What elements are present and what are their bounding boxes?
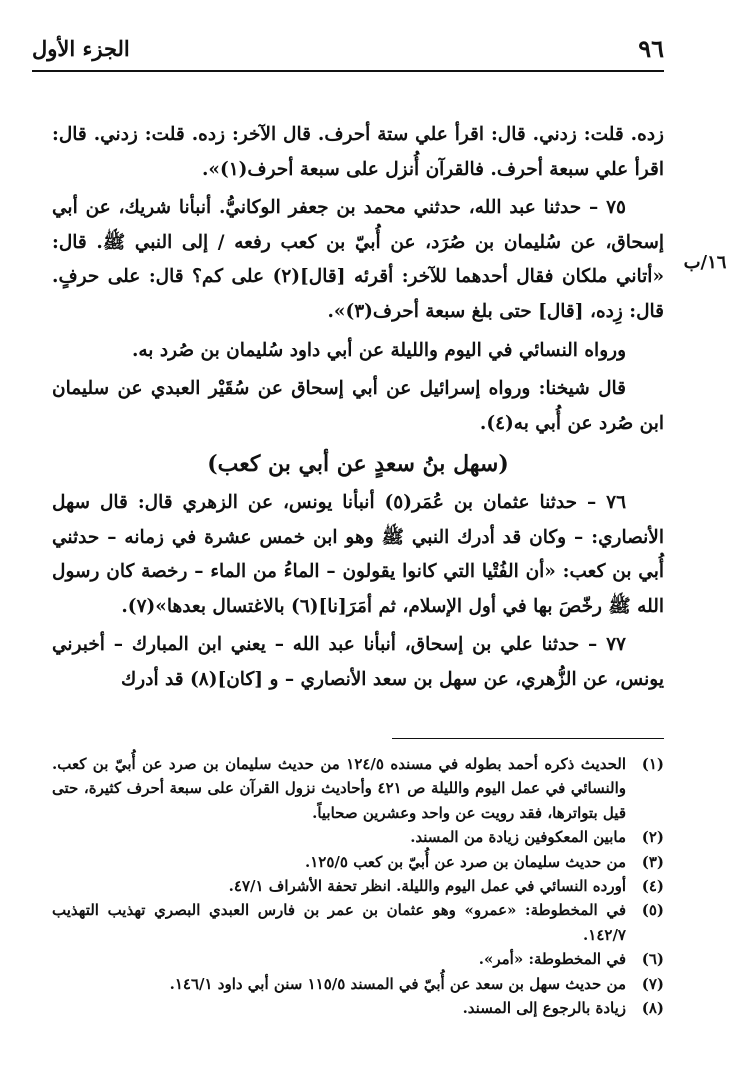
footnote-text: من حديث سليمان بن صرد عن أُبيّ بن كعب ١٢٥/٥. (305, 852, 626, 871)
footnotes (52, 752, 664, 1020)
header-rule (32, 70, 664, 72)
footnote-number: (٣) (641, 852, 664, 871)
page-number: ٩٦ (638, 34, 664, 63)
footnote-item (52, 874, 664, 898)
page-header (32, 30, 664, 70)
footnote-number: (٢) (641, 828, 664, 847)
main-text (52, 118, 664, 702)
footnote-number: (٧) (641, 974, 664, 993)
footnote-number: (٦) (641, 950, 664, 969)
footnote-text: في المخطوطة: «أمر». (478, 950, 626, 969)
footnote-number: (٥) (641, 901, 664, 920)
hadith-77: ٧٧ – حدثنا علي بن إسحاق، أنبأنا عبد الله – يعني ابن المبارك – أخبرني يونس، عن الزُّهري، عن سهل بن سعد الأنصاري – و [كان](٨) قد أدرك (52, 634, 664, 690)
footnote-text: في المخطوطة: «عمرو» وهو عثمان بن عمر بن فارس العبدي البصري تهذيب التهذيب ١٤٢/٧. (52, 901, 626, 944)
hadith-75: ٧٥ – حدثنا عبد الله، حدثني محمد بن جعفر الوكانيُّ. أنبأنا شريك، عن أبي إسحاق، عن سُليمان بن صُرَد، عن أُبيّ بن كعب رفعه / إلى النبي ﷺ. قال: «أتاني ملكان فقال أحدهما للآخر: أقرئه [قال](٢) على كم؟ قال: على حرفٍ. قال: زِده، [قال] حتى بلغ سبعة أحرف(٣)». (52, 197, 665, 322)
footnote-number: (٤) (641, 877, 664, 896)
footnote-item (52, 850, 664, 874)
paragraph-shaykh: قال شيخنا: ورواه إسرائيل عن أبي إسحاق عن سُقَيْر العبدي عن سليمان ابن صُرد عن أُبي به(٤). (52, 378, 664, 434)
footnote-number: (١) (641, 755, 664, 773)
hadith-76: ٧٦ – حدثنا عثمان بن عُمَر(٥) أنبأنا يونس، عن الزهري قال: قال سهل الأنصاري: – وكان قد أدرك النبي ﷺ وهو ابن خمس عشرة في زمانه – حدثني أُبي بن كعب: «أن الفُتْيا التي كانوا يقولون – الماءُ من الماء – رخصة كان رسول الله ﷺ رخّصَ بها في أول الإسلام، ثم أمَرَ[نا](٦) بالاغتسال بعدها»(٧). (52, 491, 664, 617)
paragraph-continuation: زده. قلت: زدني. قال: اقرأ علي ستة أحرف. قال الآخر: زده. قلت: زدني. قال: اقرأ علي سبعة أحرف. فالقرآن أُنزل على سبعة أحرف(١)». (52, 124, 664, 180)
footnote-item (52, 996, 664, 1020)
footnote-separator (392, 738, 664, 739)
running-title: الجزء الأول (32, 36, 130, 61)
footnote-text: الحديث ذكره أحمد بطوله في مسنده ١٢٤/٥ من حديث سليمان بن صرد عن أُبيّ بن كعب. والنسائي في عمل اليوم والليلة ص ٤٢١ وأحاديث نزول القرآن على سبعة أحرف كثيرة، حتى قيل بتواترها، فقد رويت عن واحد وعشرين صحابياً. (52, 755, 626, 822)
footnote-item (52, 825, 664, 849)
footnote-number: (٨) (641, 999, 664, 1018)
footnote-item (52, 972, 664, 996)
footnote-text: أورده النسائي في عمل اليوم والليلة. انظر تحفة الأشراف ٤٧/١. (228, 877, 626, 896)
footnote-item (52, 947, 664, 971)
section-heading: (سهل بنُ سعدٍ عن أبي بن كعب) (207, 451, 509, 478)
footnote-text: مابين المعكوفين زيادة من المسند. (410, 828, 626, 847)
footnote-item (52, 898, 664, 947)
margin-folio-note: ١٦/ب (683, 252, 727, 273)
footnote-item (52, 752, 664, 825)
footnote-text: زيادة بالرجوع إلى المسند. (462, 999, 626, 1018)
paragraph-nasai: ورواه النسائي في اليوم والليلة عن أبي داود سُليمان بن صُرد به. (131, 339, 626, 361)
footnote-text: من حديث سهل بن سعد عن أُبيّ في المسند ١١٥/٥ سنن أبي داود ١٤٦/١. (169, 974, 626, 993)
